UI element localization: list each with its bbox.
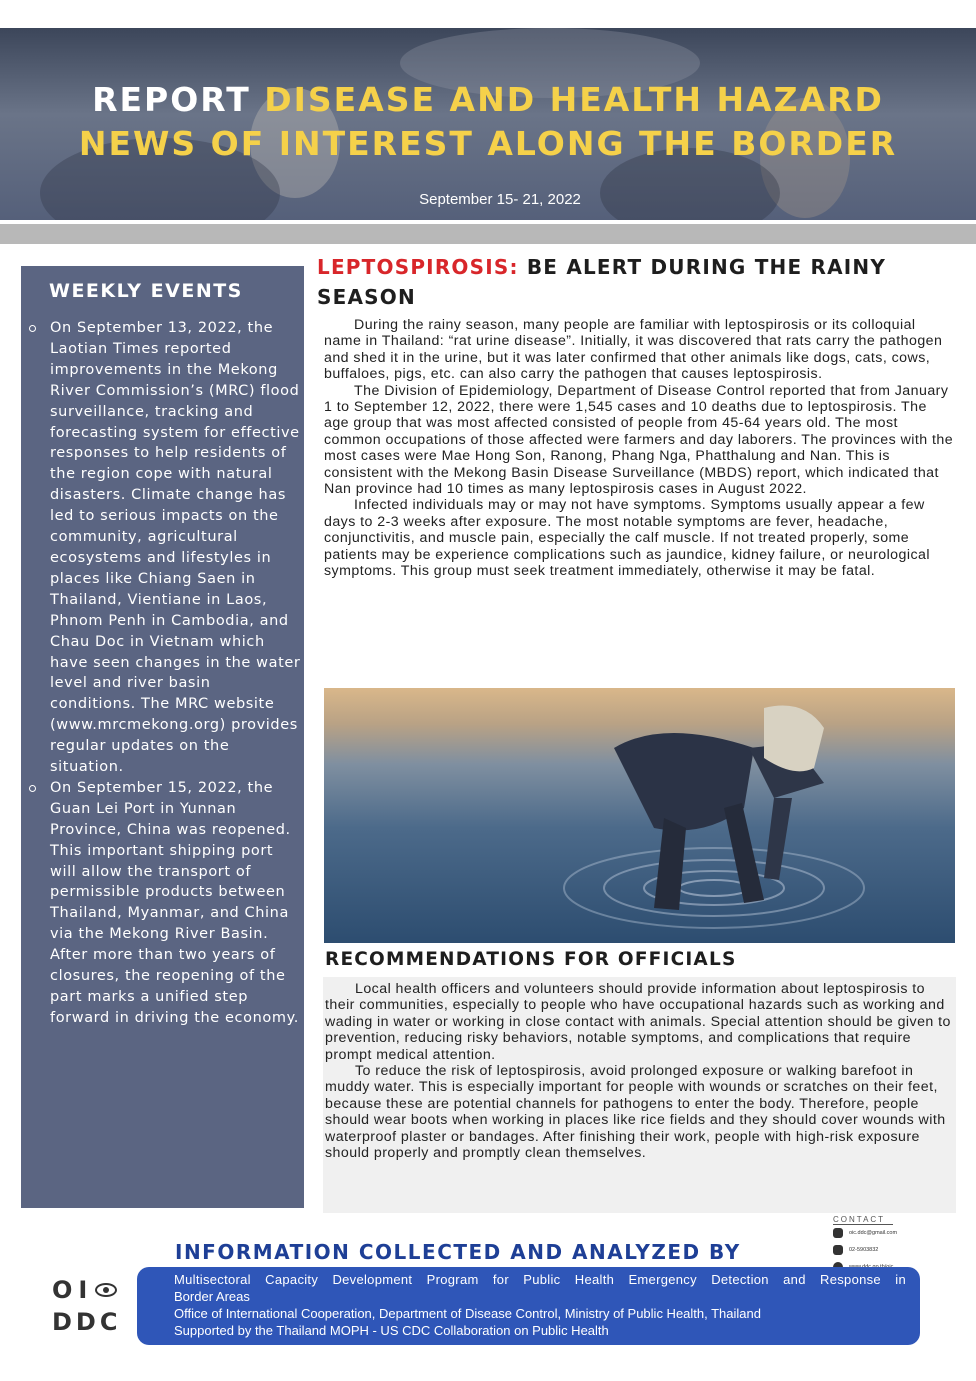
report-date: September 15- 21, 2022 <box>419 191 581 208</box>
weekly-events-heading: WEEKLY EVENTS <box>49 280 243 302</box>
eye-icon <box>95 1283 117 1297</box>
program-line-continued: Border Areas <box>174 1289 250 1304</box>
header-divider <box>0 224 976 244</box>
recommendations-heading: RECOMMENDATIONS FOR OFFICIALS <box>325 949 737 970</box>
support-line: Supported by the Thailand MOPH - US CDC Collaboration on Public Health <box>174 1323 609 1338</box>
contact-label: CONTACT <box>833 1215 893 1225</box>
weekly-events-list <box>29 318 301 1029</box>
article-heading-topic: LEPTOSPIROSIS: <box>317 255 519 279</box>
email-icon <box>833 1228 843 1238</box>
article-body <box>324 317 956 580</box>
article-paragraph: During the rainy season, many people are familiar with leptospirosis or its colloquial name in Thailand: “rat urine disease”. Initially, it was discovered that rats carry the pathogen and shed it in the urine, but it was later confirmed that other animals like dogs, cats, cows, buffaloes, pigs, etc. can also carry the pathogen that causes leptospirosis. <box>324 317 943 383</box>
article-heading-rest: BE ALERT DURING THE RAINY SEASON <box>317 255 887 309</box>
organization-info-box <box>137 1267 920 1345</box>
list-item <box>29 318 301 778</box>
title-report-word: REPORT <box>92 80 251 119</box>
article-heading <box>317 252 957 312</box>
article-paragraph: Infected individuals may or may not have symptoms. Symptoms usually appear a few days to 2-3 weeks after exposure. The most notable symptoms are fever, headache, conjunctivitis, and muscle pain, especially the calf muscle. If not treated properly, some patients may be experience complications such as jaundice, kidney failure, or neurological symptoms. This group must seek treatment immediately, otherwise it may be fatal. <box>324 497 930 580</box>
article-paragraph: The Division of Epidemiology, Department of Disease Control reported that from January 1 to September 12, 2022, there were 1,545 cases and 10 deaths due to leptospirosis. The age group that was most affected consisted of people from 45-64 years old. The most common occupations of those affected were farmers and day laborers. The provinces with the most cases were Mae Hong Son, Ranong, Phang Nga, Phatthalung and Nan. This is consistent with the Mekong Basin Disease Surveillance (MBDS) report, which indicated that Nan province had 10 times as many leptospirosis cases in August 2022. <box>324 382 954 498</box>
list-item <box>29 778 301 1029</box>
event-text: On September 15, 2022, the Guan Lei Port in Yunnan Province, China was reopened. This important shipping port will allow the transport of permissible products between Thailand, Myanmar, and China via the Mekong River Basin. After more than two years of closures, the reopening of the part marks a unified step forward in driving the economy. <box>50 779 299 1026</box>
logo-text-ddc: DDC <box>52 1308 122 1336</box>
collected-heading: INFORMATION COLLECTED AND ANALYZED BY <box>175 1240 741 1264</box>
person-in-water-illustration <box>324 688 955 943</box>
bullet-icon <box>29 325 36 332</box>
recommendation-paragraph: To reduce the risk of leptospirosis, avoid prolonged exposure or walking barefoot in muddy water. This is especially important for people with wounds or scratches on their feet, because these are potential channels for pathogens to enter the body. Therefore, people should wear boots when working in places like rice fields and they should cover wounds with waterproof plaster or bandages. After finishing their work, people with high-risk exposure should properly and promptly clean themselves. <box>325 1063 946 1162</box>
header-banner <box>0 28 976 220</box>
recommendations-box <box>323 977 956 1213</box>
contact-email[interactable] <box>833 1227 953 1242</box>
contact-phone[interactable] <box>833 1244 953 1259</box>
program-line: Multisectoral Capacity Development Program for Public Health Emergency Detection and Response in <box>174 1272 906 1287</box>
logo-text-oi: OI <box>52 1276 94 1304</box>
weekly-events-sidebar <box>21 266 304 1208</box>
bullet-icon <box>29 785 36 792</box>
contact-phone-text: 02-5903832 <box>849 1247 879 1253</box>
phone-icon <box>833 1245 843 1255</box>
oi-ddc-logo <box>52 1276 142 1336</box>
title-highlight-1: DISEASE AND HEALTH HAZARD <box>264 80 884 119</box>
report-title-line-2: NEWS OF INTEREST ALONG THE BORDER <box>78 124 898 163</box>
article-photo <box>324 688 955 943</box>
report-title-line-1 <box>0 80 976 119</box>
contact-email-text: oic.ddc@gmail.com <box>849 1230 898 1236</box>
event-text: On September 13, 2022, the Laotian Times reported improvements in the Mekong River Commission’s (MRC) flood surveillance, tracking and forecasting system for effective responses to help residents of the region cope with natural disasters. Climate change has led to serious impacts on the community, agricultural ecosystems and lifestyles in places like Chiang Saen in Thailand, Vientiane in Laos, Phnom Penh in Cambodia, and Chau Doc in Vietnam which have seen changes in the water level and river basin conditions. The MRC website (www.mrcmekong.org) provides regular updates on the situation. <box>50 320 301 776</box>
recommendation-paragraph: Local health officers and volunteers should provide information about leptospirosis to their communities, especially to people who have occupational hazards such as working and wading in water or working in close contact with animals. Special attention should be given to prevention, reducing risky behaviors, notable symptoms, and complications that require prompt medical attention. <box>325 981 951 1063</box>
office-line: Office of International Cooperation, Department of Disease Control, Ministry of Public Health, Thailand <box>174 1306 761 1321</box>
